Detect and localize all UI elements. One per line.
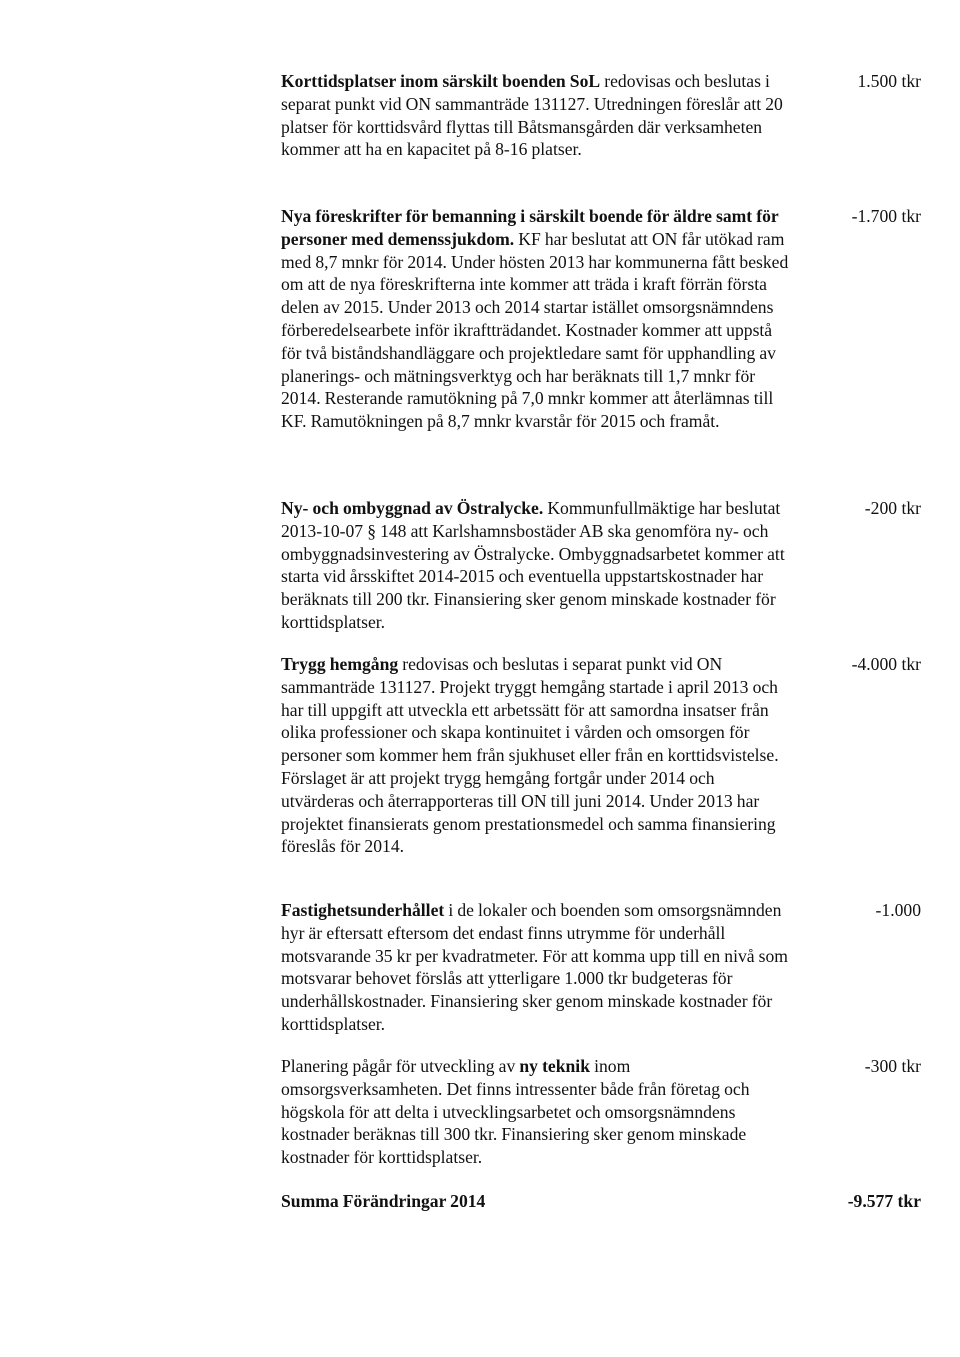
entry-body: redovisas och beslutas i separat punkt vid ON sammanträde 131127. Projekt tryggt hemgång startade i april 2013 och har till uppgift att utveckla ett arbetssätt för att samordna insatser från olika professioner och skapa kontinuitet i vården och omsorgen för personer som kommer hem från sjukhuset eller från en korttidsvistelse. Förslaget är att projekt trygg hemgång fortgår under 2014 och utvärderas och återrapporteras till ON till juni 2014. Under 2013 har projektet finansierats genom prestationsmedel och samma finansiering föreslås för 2014. (281, 654, 779, 857)
entry-amount: -1.700 tkr (851, 206, 921, 226)
entry-amount: -300 tkr (864, 1056, 921, 1076)
entry-heading: Trygg hemgång (281, 654, 399, 674)
entry-heading: Fastighetsunderhållet (281, 900, 445, 920)
entry-amount: 1.500 tkr (857, 71, 921, 91)
entry-body: i de lokaler och boenden som omsorgsnämnden hyr är eftersatt eftersom det endast finns utrymme för underhåll motsvarande 35 kr per kvadratmeter. För att komma upp till en nivå som motsvarar behovet förslås att ytterligare 1.000 tkr budgeteras för underhållskostnader. Finansiering sker genom minskade kostnader för korttidsplatser. (281, 900, 788, 1034)
entry-ny-teknik (281, 1055, 921, 1169)
entry-amount: -4.000 tkr (851, 654, 921, 674)
entry-body: inom omsorgsverksamheten. Det finns intressenter både från företag och högskola för att delta i utvecklingsarbetet och omsorgsnämndens kostnader beräknas till 300 tkr. Finansiering sker genom minskade kostnader för korttidsplatser. (281, 1056, 750, 1168)
summary-row (281, 1190, 921, 1213)
entry-amount: -200 tkr (864, 498, 921, 518)
entry-korttidsplatser (281, 70, 921, 161)
entry-text (281, 899, 791, 1036)
entry-nya-foreskrifter (281, 205, 921, 433)
entry-heading: Nya föreskrifter för bemanning i särskilt boende för äldre samt för personer med demenssjukdom. (281, 206, 779, 249)
summary-label: Summa Förändringar 2014 (281, 1191, 486, 1211)
entry-heading: ny teknik (519, 1056, 590, 1076)
entry-body: Kommunfullmäktige har beslutat 2013-10-07 § 148 att Karlshamnsbostäder AB ska genomföra ny- och ombyggnadsinvestering av Östralycke. Ombyggnadsarbetet kommer att starta vid årsskiftet 2014-2015 och eventuella uppstartskostnader har beräknats till 200 tkr. Finansiering sker genom minskade kostnader för korttidsplatser. (281, 498, 785, 632)
entry-trygg-hemgang (281, 653, 921, 858)
entry-text (281, 205, 791, 433)
entry-body: KF har beslutat att ON får utökad ram med 8,7 mnkr för 2014. Under hösten 2013 har kommunerna fått besked om att de nya föreskrifterna inte kommer att träda i kraft förrän första delen av 2015. Under 2013 och 2014 startar istället omsorgsnämndens förberedelsearbete inför ikraftträdandet. Kostnader kommer att uppstå för två biståndshandläggare och projektledare samt för upphandling av planerings- och mätningsverktyg och har beräknats till 1,7 mnkr för 2014. Resterande ramutökning på 7,0 mnkr kommer att återlämnas till KF. Ramutökningen på 8,7 mnkr kvarstår för 2015 och framåt. (281, 228, 789, 432)
entry-heading: Korttidsplatser inom särskilt boenden SoL (281, 71, 601, 91)
entry-heading: Ny- och ombyggnad av Östralycke. (281, 498, 544, 518)
entry-pre: Planering pågår för utveckling av (281, 1056, 520, 1076)
entry-body: redovisas och beslutas i separat punkt vid ON sammanträde 131127. Utredningen föreslår att 20 platser för korttidsvård flyttas till Båtsmansgården där verksamheten kommer att ha en kapacitet på 8-16 platser. (281, 71, 783, 160)
entry-ostralycke (281, 497, 921, 634)
entry-text (281, 653, 791, 858)
entry-text (281, 1055, 791, 1169)
entry-text (281, 497, 791, 634)
entry-text (281, 70, 791, 161)
summary-amount: -9.577 tkr (847, 1191, 921, 1211)
entry-amount: -1.000 (875, 900, 921, 920)
entry-fastighetsunderhall (281, 899, 921, 1036)
